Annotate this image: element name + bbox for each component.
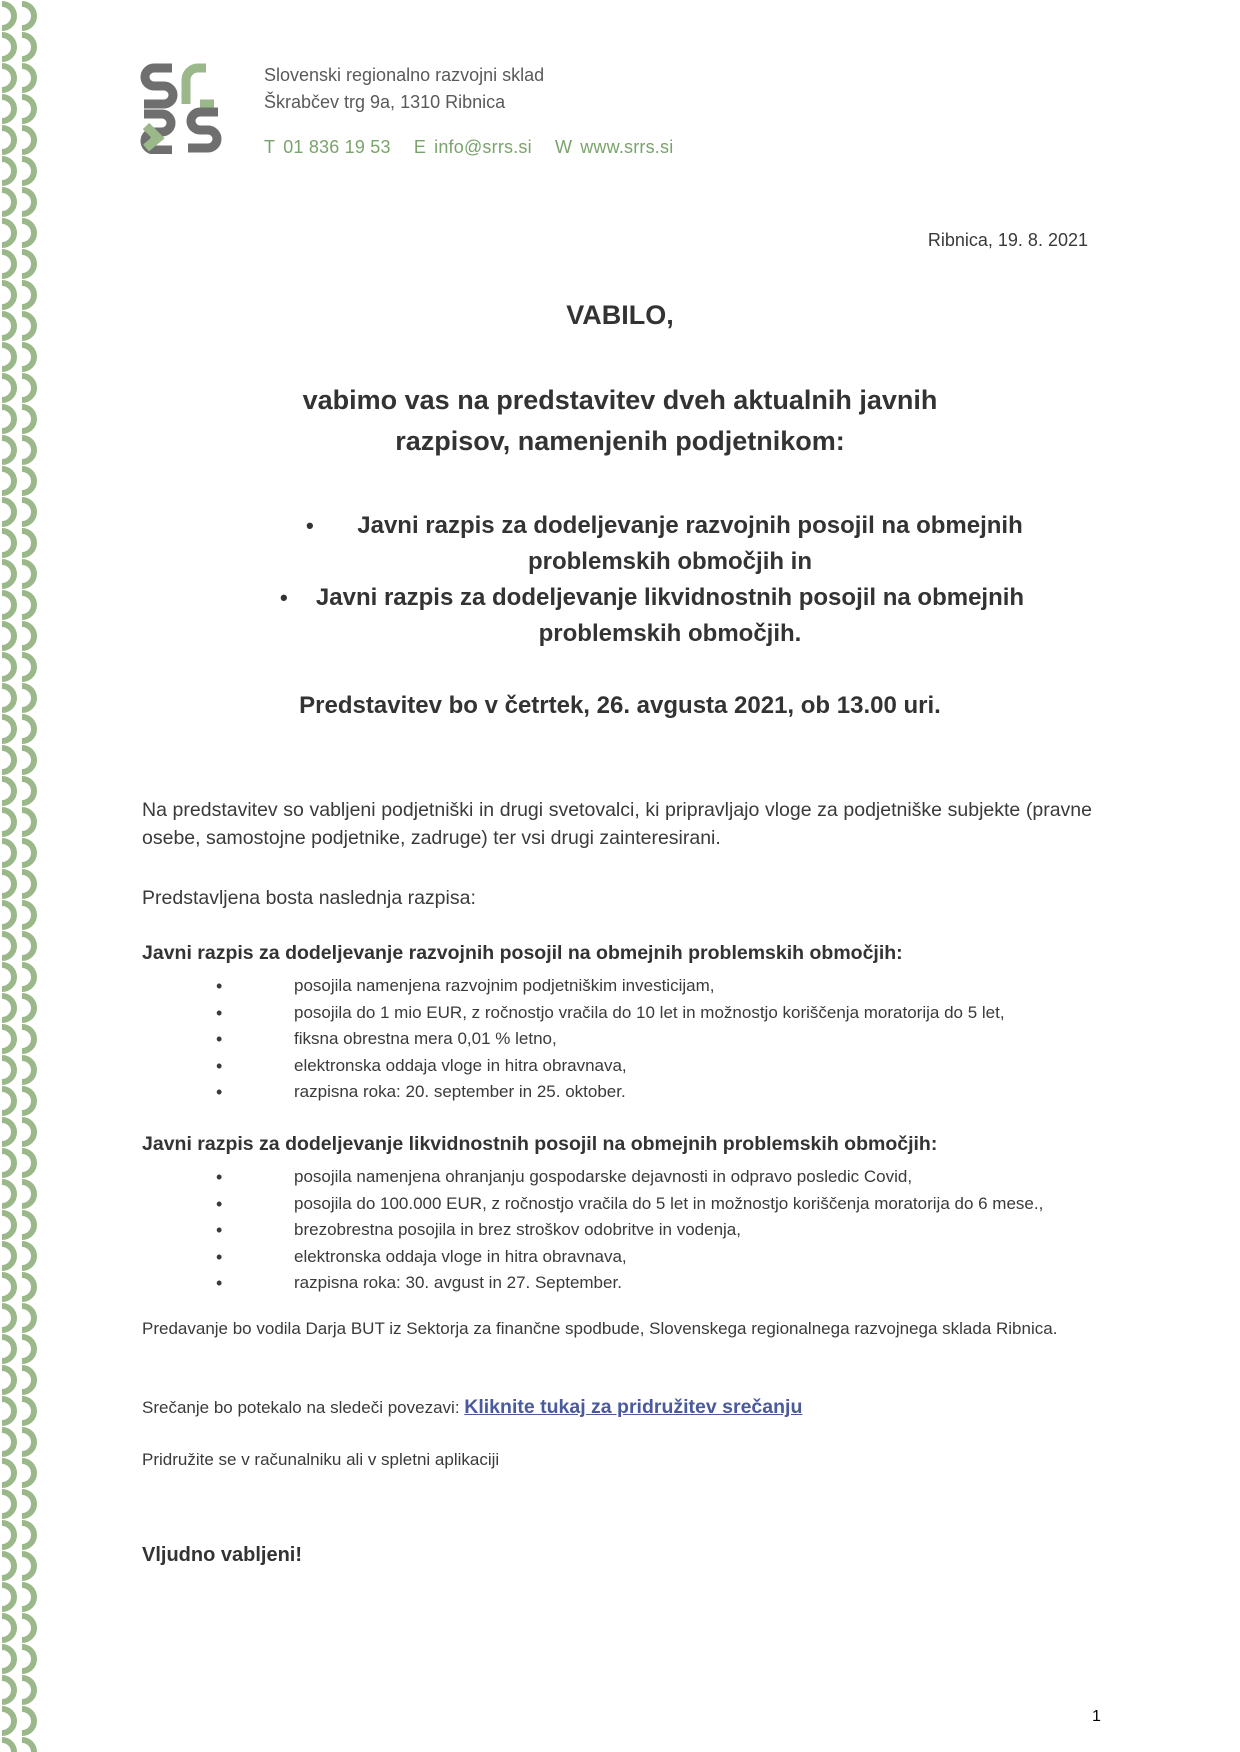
headline-bullet: [250, 580, 1090, 652]
tender2-list: [142, 1164, 1142, 1297]
presentation-time: Predstavitev bo v četrtek, 26. avgusta 2021, ob 13.00 uri.: [299, 692, 941, 719]
tender1-list: [142, 973, 1142, 1106]
tender1-heading: Javni razpis za dodeljevanje razvojnih posojil na obmejnih problemskih območjih:: [142, 942, 903, 964]
headline-bullet-line: problemskih območjih.: [538, 620, 802, 647]
list-item: • posojila namenjena ohranjanju gospodarske dejavnosti in odpravo posledic Covid,: [142, 1164, 1142, 1191]
meeting-join-link[interactable]: Kliknite tukaj za pridružitev srečanju: [464, 1396, 803, 1418]
contact-line: [264, 134, 673, 161]
headline-bullet-line: Javni razpis za dodeljevanje razvojnih posojil na obmejnih: [357, 512, 1023, 539]
email-address: info@srrs.si: [434, 137, 532, 157]
web-label: W: [555, 137, 573, 157]
phone-label: T: [264, 137, 276, 157]
list-item: • posojila namenjena razvojnim podjetniškim investicijam,: [142, 973, 1142, 1000]
lecturer-paragraph: Predavanje bo vodila Darja BUT iz Sektorja za finančne spodbude, Slovenskega regionalnega razvojnega sklada Ribnica.: [142, 1319, 1058, 1338]
list-item: • razpisna roka: 20. september in 25. oktober.: [142, 1079, 1142, 1106]
letterhead: [264, 62, 673, 161]
document-date: Ribnica, 19. 8. 2021: [927, 230, 1088, 250]
page-number: 1: [1092, 1708, 1101, 1725]
list-item: • elektronska oddaja vloge in hitra obravnava,: [142, 1244, 1142, 1271]
bullet-dot-icon: •: [280, 585, 288, 610]
srrs-logo: [140, 58, 222, 154]
list-item: • fiksna obrestna mera 0,01 % letno,: [142, 1026, 1142, 1053]
bullet-dot-icon: •: [306, 513, 314, 538]
org-name: Slovenski regionalno razvojni sklad: [264, 65, 545, 85]
intro-line: razpisov, namenjenih podjetnikom:: [395, 426, 845, 456]
org-address: Škrabčev trg 9a, 1310 Ribnica: [264, 92, 506, 112]
intro-line: vabimo vas na predstavitev dveh aktualnih javnih: [302, 385, 938, 415]
intro-heading: [220, 380, 1020, 462]
meeting-prefix: Srečanje bo potekalo na sledeči povezavi:: [142, 1398, 465, 1417]
phone-number: 01 836 19 53: [283, 137, 391, 157]
document-title: VABILO,: [566, 300, 674, 330]
join-info: Pridružite se v računalniku ali v spletni aplikaciji: [142, 1450, 500, 1469]
web-address: www.srrs.si: [580, 137, 674, 157]
list-item: • elektronska oddaja vloge in hitra obravnava,: [142, 1053, 1142, 1080]
invitees-paragraph: Na predstavitev so vabljeni podjetniški in drugi svetovalci, ki pripravljajo vloge za podjetniške subjekte (pravne osebe, samostojne podjetnike, zadruge) ter vsi drugi zainteresirani.: [142, 799, 1092, 849]
tender2-heading: Javni razpis za dodeljevanje likvidnostnih posojil na obmejnih problemskih območjih:: [142, 1133, 938, 1155]
headline-bullet-list: [250, 508, 1090, 652]
email-label: E: [413, 137, 427, 157]
meeting-paragraph: [142, 1393, 1092, 1422]
list-item: • posojila do 1 mio EUR, z ročnostjo vračila do 10 let in možnostjo koriščenja moratorija do 5 let,: [142, 1000, 1142, 1027]
headline-bullet-line: problemskih območjih in: [527, 548, 813, 575]
headline-bullet: [250, 508, 1090, 580]
list-item: • razpisna roka: 30. avgust in 27. September.: [142, 1270, 1142, 1297]
list-item: • brezobrestna posojila in brez stroškov odobritve in vodenja,: [142, 1217, 1142, 1244]
list-item: • posojila do 100.000 EUR, z ročnostjo vračila do 5 let in možnostjo koriščenja moratorija do 6 mese.,: [142, 1191, 1142, 1218]
presented-label: Predstavljena bosta naslednja razpisa:: [142, 887, 476, 909]
closing-greeting: Vljudno vabljeni!: [142, 1544, 303, 1566]
headline-bullet-line: Javni razpis za dodeljevanje likvidnostnih posojil na obmejnih: [315, 584, 1025, 611]
